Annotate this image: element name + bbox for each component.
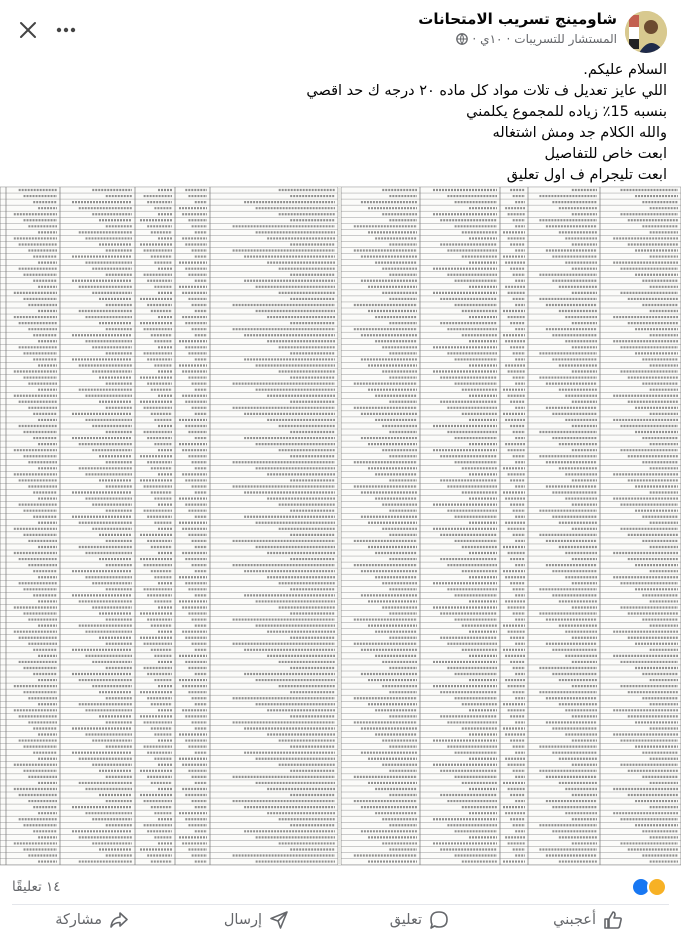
more-icon [56,27,76,33]
scan-page-half [341,187,681,866]
like-button[interactable] [553,910,623,930]
close-icon [19,21,37,39]
haha-reaction-icon [647,877,667,897]
avatar-image [625,11,667,53]
share-label: مشاركة [55,912,102,928]
post-line: بنسبه 15٪ زياده للمجموع يكلمني [466,104,667,120]
meta-separator: · [506,32,511,46]
reaction-icons[interactable] [635,877,667,897]
comments-count[interactable]: ١٤ تعليقًا [12,879,61,895]
share-button[interactable] [55,910,129,930]
comment-button[interactable] [390,910,449,930]
scan-page-half [0,187,338,866]
post-time[interactable]: ١٠ي [480,32,503,46]
post-body [27,60,667,186]
post-photo[interactable] [0,186,681,866]
more-options-button[interactable] [50,14,82,46]
post-line: ابعت خاص للتفاصيل [544,146,667,162]
post-meta [456,32,617,46]
action-bar [0,908,681,938]
author-name[interactable]: المستشار للتسريبات [514,32,617,46]
divider [12,904,669,905]
thumbs-up-icon [603,910,623,930]
scan-fold [338,187,341,866]
send-button[interactable] [224,910,289,930]
post-line: ابعت تليجرام ف اول تعليق [506,167,667,183]
post-line: اللي عايز تعديل ف تلات مواد كل ماده ٢٠ درجه ك حد اقصي [306,83,667,99]
comment-label: تعليق [389,912,422,928]
post-header [0,0,681,58]
globe-icon [456,33,468,45]
scanned-results-table [0,187,681,866]
like-label: أعجبني [553,912,596,928]
send-label: إرسال [223,912,262,928]
send-icon [269,910,289,930]
share-icon [109,910,129,930]
reactions-summary [0,873,681,901]
post-line: والله الكلام جد ومش اشتغاله [492,125,667,141]
meta-separator-2: · [472,32,477,46]
comment-icon [429,910,449,930]
close-button[interactable] [12,14,44,46]
post-line: السلام عليكم. [583,62,667,78]
avatar[interactable] [625,11,667,53]
page-name[interactable]: شاومينج تسريب الامتحانات [418,10,617,28]
